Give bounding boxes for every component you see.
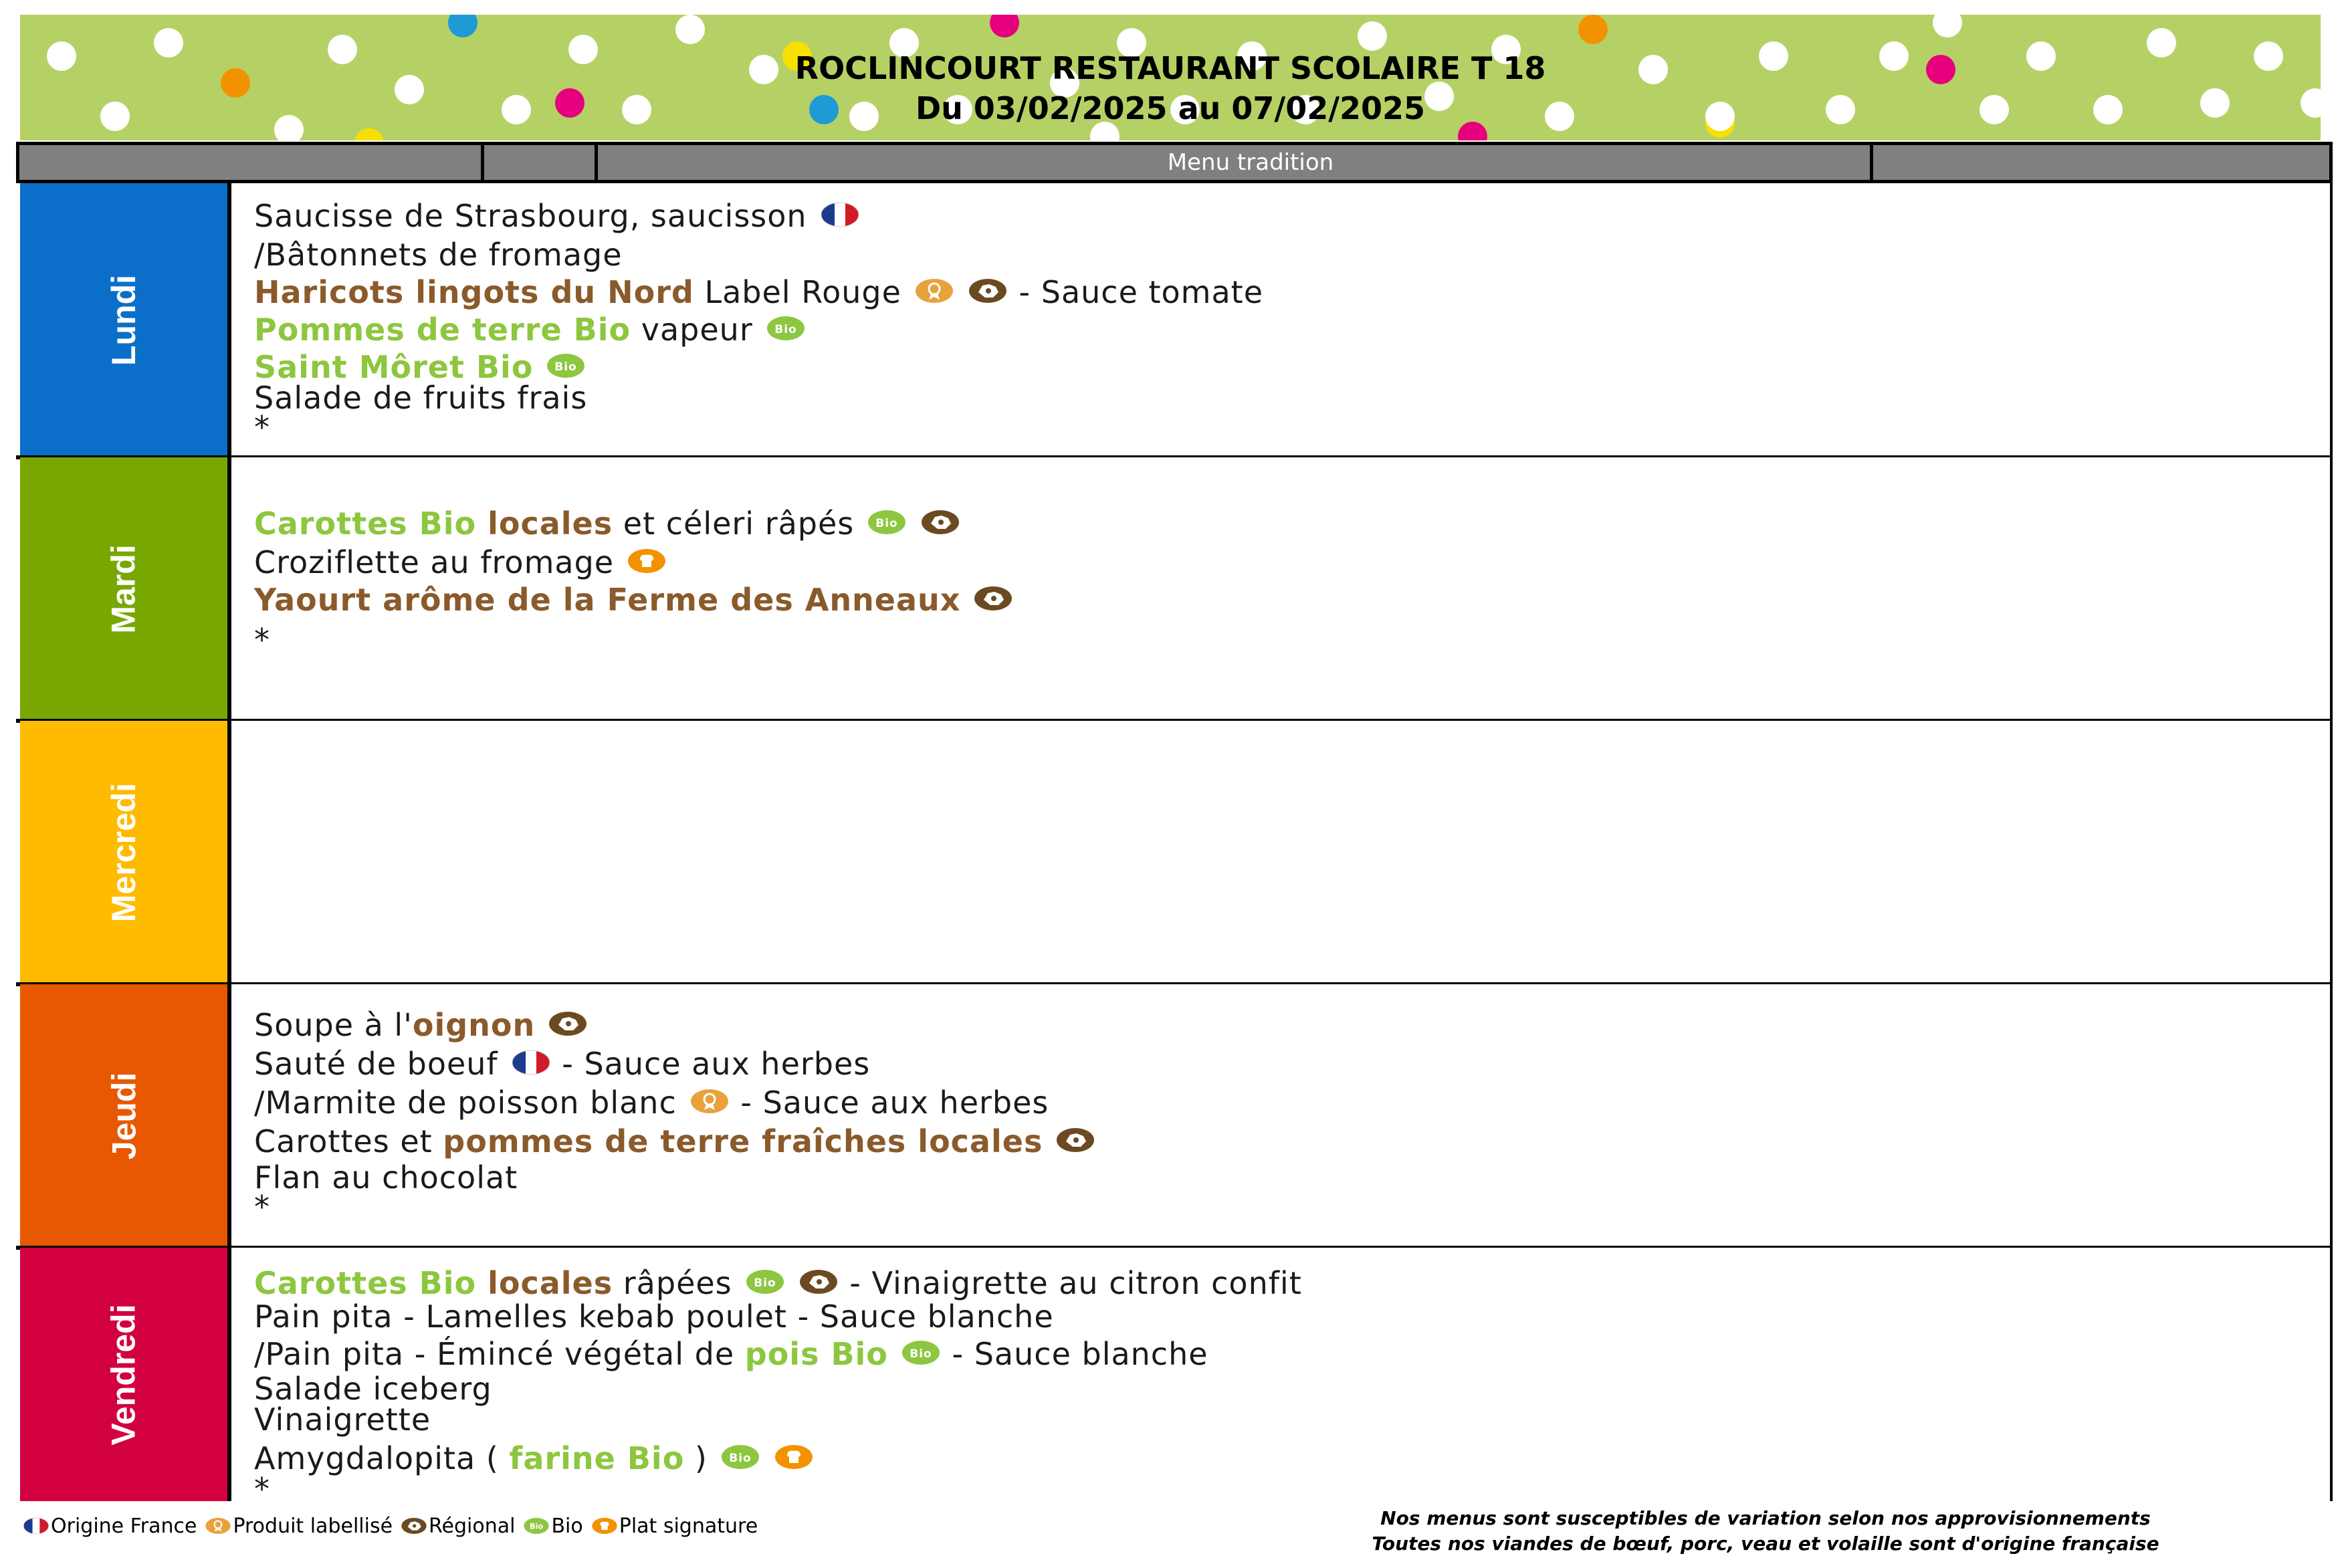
legend-item-france <box>23 1513 197 1539</box>
menu-item-sauce: - Sauce blanche <box>941 1336 1208 1372</box>
day-label <box>20 1248 227 1501</box>
menu-item-text: Soupe à l' <box>254 1007 413 1043</box>
menu-item-text: Amygdalopita ( <box>254 1440 510 1476</box>
signature-icon <box>773 1444 815 1470</box>
regional-icon <box>920 509 961 536</box>
menu-item <box>254 506 961 542</box>
legend-label: Origine France <box>51 1514 197 1538</box>
menu-item-sauce: - Vinaigrette au citron confit <box>839 1265 1302 1301</box>
menu-item <box>254 544 667 580</box>
legend-item-regional <box>401 1513 515 1539</box>
menu-item <box>254 1471 270 1507</box>
banner-dot <box>675 15 705 44</box>
bio-icon <box>900 1339 942 1366</box>
menu-item <box>254 1085 1049 1121</box>
menu-item-text: Haricots lingots du Nord <box>254 274 694 310</box>
legend-item-label <box>205 1513 393 1539</box>
legend-item-signature <box>591 1513 758 1539</box>
menu-item-text: - Sauce blanche <box>786 1299 1054 1335</box>
svg-text:Bio: Bio <box>554 360 578 374</box>
footer-notes <box>1331 1506 2200 1557</box>
menu-item-text: /Bâtonnets de fromage <box>254 237 623 273</box>
day-menu-content <box>227 984 2333 1248</box>
day-row-lundi <box>16 183 2333 457</box>
column-separator <box>481 145 484 180</box>
menu-item-text: Vinaigrette <box>254 1402 431 1438</box>
menu-item-text: farine Bio <box>509 1440 685 1476</box>
menu-item <box>254 380 587 416</box>
menu-item <box>254 237 623 273</box>
menu-item-sauce: - Sauce tomate <box>1008 274 1264 310</box>
menu-item-text: Pain pita - <box>254 1299 426 1335</box>
svg-text:Bio: Bio <box>729 1451 752 1465</box>
menu-item-sauce: - Sauce aux herbes <box>551 1046 871 1082</box>
day-menu-content <box>227 721 2333 984</box>
menu-item-text: vapeur <box>631 312 753 348</box>
day-row-mardi <box>16 457 2333 721</box>
signature-icon <box>626 548 667 574</box>
france-icon <box>510 1049 552 1076</box>
bio-icon <box>523 1513 550 1539</box>
menu-item-text: /Pain pita - Émincé végétal de <box>254 1336 745 1372</box>
bio-icon <box>765 315 807 342</box>
menu-item-text: Saucisse de Strasbourg, saucisson <box>254 198 807 234</box>
bio-icon <box>720 1444 761 1470</box>
label-icon <box>689 1088 730 1115</box>
banner-dot <box>354 128 384 140</box>
menu-item-text: pommes de terre fraîches locales <box>443 1123 1043 1159</box>
regional-icon <box>401 1513 427 1539</box>
menu-item-text: râpées <box>613 1265 732 1301</box>
day-name: Lundi <box>105 274 142 366</box>
banner-dot <box>1578 15 1608 44</box>
legend-label: Régional <box>429 1514 516 1538</box>
day-label <box>20 183 227 457</box>
menu-item-sauce: - Sauce aux herbes <box>730 1085 1049 1121</box>
menu-item <box>254 274 1263 310</box>
menu-item-text: oignon <box>412 1007 536 1043</box>
note-origin: Toutes nos viandes de bœuf, porc, veau et volaille sont d'origine française <box>1372 1533 2159 1555</box>
regional-icon <box>972 585 1014 612</box>
day-label <box>20 984 227 1248</box>
menu-item-text: * <box>254 1189 270 1225</box>
menu-item <box>254 1265 1302 1301</box>
day-row-jeudi <box>16 984 2333 1248</box>
day-name: Jeudi <box>105 1072 142 1160</box>
menu-column-title: Menu tradition <box>1167 149 1334 176</box>
menu-item-text: Salade de fruits frais <box>254 380 588 416</box>
menu-item-text: Sauté de boeuf <box>254 1046 498 1082</box>
banner-dot <box>990 15 1019 37</box>
label-icon <box>205 1513 231 1539</box>
menu-item-text: Flan au chocolat <box>254 1159 518 1196</box>
svg-text:Bio: Bio <box>753 1276 776 1290</box>
menu-item-text: Croziflette au fromage <box>254 544 615 580</box>
menu-item <box>254 582 1014 618</box>
signature-icon <box>591 1513 618 1539</box>
legend <box>23 1513 766 1546</box>
menu-item-text: Label Rouge <box>694 274 901 310</box>
svg-text:Bio: Bio <box>774 322 797 336</box>
menu-item-text: et céleri râpés <box>613 506 855 542</box>
menu-item-text: Saint Môret Bio <box>254 349 534 385</box>
svg-text:Bio: Bio <box>910 1347 932 1361</box>
column-separator <box>595 145 598 180</box>
banner-dot <box>448 15 477 37</box>
menu-item-text: /Marmite de poisson blanc <box>254 1085 677 1121</box>
menu-item-text: Salade iceberg <box>254 1371 492 1407</box>
menu-item-text: Pommes de terre Bio <box>254 312 631 348</box>
banner-dot <box>1358 21 1387 51</box>
day-label <box>20 721 227 984</box>
bio-icon <box>866 509 908 536</box>
menu-item-text: * <box>254 1471 270 1507</box>
menu-item <box>254 1336 1208 1372</box>
menu-item <box>254 622 270 658</box>
menu-item-text: * <box>254 409 270 445</box>
banner-dot <box>1933 15 1962 37</box>
menu-item <box>254 1123 1096 1159</box>
france-icon <box>23 1513 49 1539</box>
menu-item-text: Yaourt arôme de la Ferme des Anneaux <box>254 582 961 618</box>
menu-item <box>254 312 807 348</box>
france-icon <box>819 201 861 228</box>
svg-text:Bio: Bio <box>875 516 899 530</box>
header-banner <box>20 15 2321 140</box>
menu-item <box>254 198 861 234</box>
day-menu-content <box>227 1248 2333 1507</box>
menu-item <box>254 409 270 445</box>
menu-item-text: locales <box>476 506 613 542</box>
menu-item-text: Lamelles kebab poulet <box>425 1299 787 1335</box>
legend-label: Produit labellisé <box>233 1514 393 1538</box>
menu-item <box>254 1402 431 1438</box>
day-label <box>20 457 227 721</box>
menu-item-text: pois Bio <box>744 1336 888 1372</box>
menu-item-text: locales <box>476 1265 613 1301</box>
day-name: Vendredi <box>105 1303 142 1446</box>
menu-item <box>254 1007 589 1043</box>
menu-item-text: Carottes Bio <box>254 506 477 542</box>
bio-icon <box>545 352 586 379</box>
label-icon <box>914 277 955 304</box>
menu-item <box>254 1046 870 1082</box>
menu-item-text: ) <box>684 1440 708 1476</box>
legend-label: Plat signature <box>619 1514 758 1538</box>
page-title: ROCLINCOURT RESTAURANT SCOLAIRE T 18 <box>794 50 1546 86</box>
note-variation: Nos menus sont susceptibles de variation selon nos approvisionnements <box>1380 1507 2151 1529</box>
menu-item-text: Carottes Bio <box>254 1265 477 1301</box>
menu-item <box>254 1440 815 1476</box>
day-row-vendredi <box>16 1248 2333 1507</box>
regional-icon <box>547 1010 589 1037</box>
legend-label: Bio <box>551 1514 583 1538</box>
regional-icon <box>798 1268 839 1295</box>
menu-item <box>254 1189 270 1225</box>
menu-item <box>254 1159 518 1196</box>
day-name: Mercredi <box>105 782 142 923</box>
day-menu-content <box>227 457 2333 721</box>
menu-item-text: * <box>254 622 270 658</box>
svg-text:Bio: Bio <box>530 1521 544 1531</box>
day-menu-content <box>227 183 2333 457</box>
legend-item-bio <box>523 1513 582 1539</box>
column-header-bar <box>16 142 2333 183</box>
day-name: Mardi <box>104 544 142 634</box>
regional-icon <box>1055 1127 1096 1153</box>
header-title-block <box>20 48 2321 128</box>
bio-icon <box>744 1268 786 1295</box>
day-row-mercredi <box>16 721 2333 984</box>
date-range: Du 03/02/2025 au 07/02/2025 <box>915 90 1426 126</box>
regional-icon <box>967 277 1008 304</box>
menu-item-text: Carottes et <box>254 1123 443 1159</box>
menu-item <box>254 1299 1054 1335</box>
